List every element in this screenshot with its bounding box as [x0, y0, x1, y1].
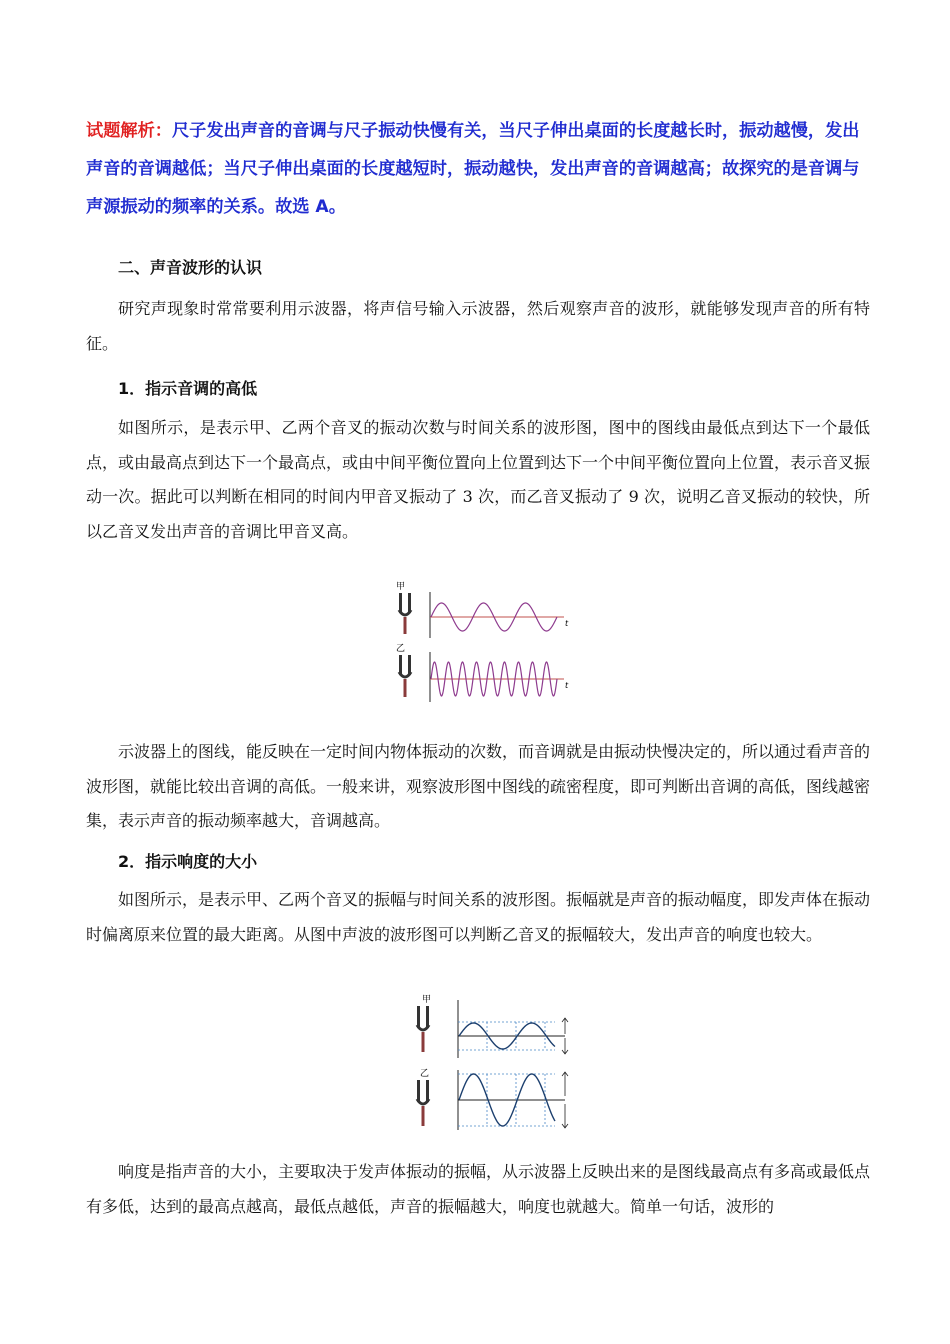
- analysis-label: 试题解析：: [86, 121, 172, 141]
- fork-b-label-2: 乙: [420, 1069, 430, 1079]
- tuning-fork-a-icon: [399, 593, 411, 634]
- analysis-paragraph: [86, 112, 870, 226]
- fork-a-label: 甲: [396, 582, 406, 592]
- loudness-paragraph-2: 响度是指声音的大小，主要取决于发声体振动的振幅，从示波器上反映出来的是图线最高点有多高或最低点有多低，达到的最高点越高，最低点越低，声音的振幅越大，响度也就越大。简单一句话，波形的: [86, 1162, 871, 1216]
- fork-a-label-2: 甲: [422, 995, 432, 1005]
- tuning-fork-a-icon-2: [417, 1006, 429, 1052]
- axis-a-label: t: [565, 619, 569, 628]
- pitch-waveform-figure: [392, 580, 582, 702]
- pitch-paragraph-1: 如图所示，是表示甲、乙两个音叉的振动次数与时间关系的波形图，图中的图线由最低点到达下一个最低点，或由最高点到达下一个最高点，或由中间平衡位置向上位置到达下一个中间平衡位置向上位置，表示音叉振动一次。据此可以判断在相同的时间内甲音叉振动了 3 次，而乙音叉振动了 9 次，说明乙音叉振动的较快，所以乙音叉发出声音的音调比甲音叉高。: [86, 418, 871, 541]
- loudness-waveform-figure: [410, 992, 575, 1132]
- axis-b-label: t: [565, 681, 569, 690]
- tuning-fork-b-icon-2: [417, 1080, 429, 1126]
- pitch-paragraph-2: 示波器上的图线，能反映在一定时间内物体振动的次数，而音调就是由振动快慢决定的，所以通过看声音的波形图，就能比较出音调的高低。一般来讲，观察波形图中图线的疏密程度，即可判断出音调的高低，图线越密集，表示声音的振动频率越大，音调越高。: [86, 742, 871, 830]
- subsection-loudness-heading: 2．指示响度的大小: [118, 852, 258, 871]
- subsection-pitch-heading: 1．指示音调的高低: [118, 379, 258, 398]
- loudness-paragraph-1: 如图所示，是表示甲、乙两个音叉的振幅与时间关系的波形图。振幅就是声音的振动幅度，即发声体在振动时偏离原来位置的最大距离。从图中声波的波形图可以判断乙音叉的振幅较大，发出声音的响度也较大。: [86, 890, 871, 944]
- section-heading: 二、声音波形的认识: [118, 258, 263, 277]
- fork-b-label: 乙: [396, 644, 406, 654]
- section-intro: 研究声现象时常常要利用示波器，将声信号输入示波器，然后观察声音的波形，就能够发现声音的所有特征。: [86, 299, 870, 353]
- tuning-fork-b-icon: [399, 655, 411, 697]
- analysis-text: 尺子发出声音的音调与尺子振动快慢有关，当尺子伸出桌面的长度越长时，振动越慢，发出声音的音调越低；当尺子伸出桌面的长度越短时，振动越快，发出声音的音调越高；故探究的是音调与声源振动的频率的关系。故选 A。: [86, 121, 860, 217]
